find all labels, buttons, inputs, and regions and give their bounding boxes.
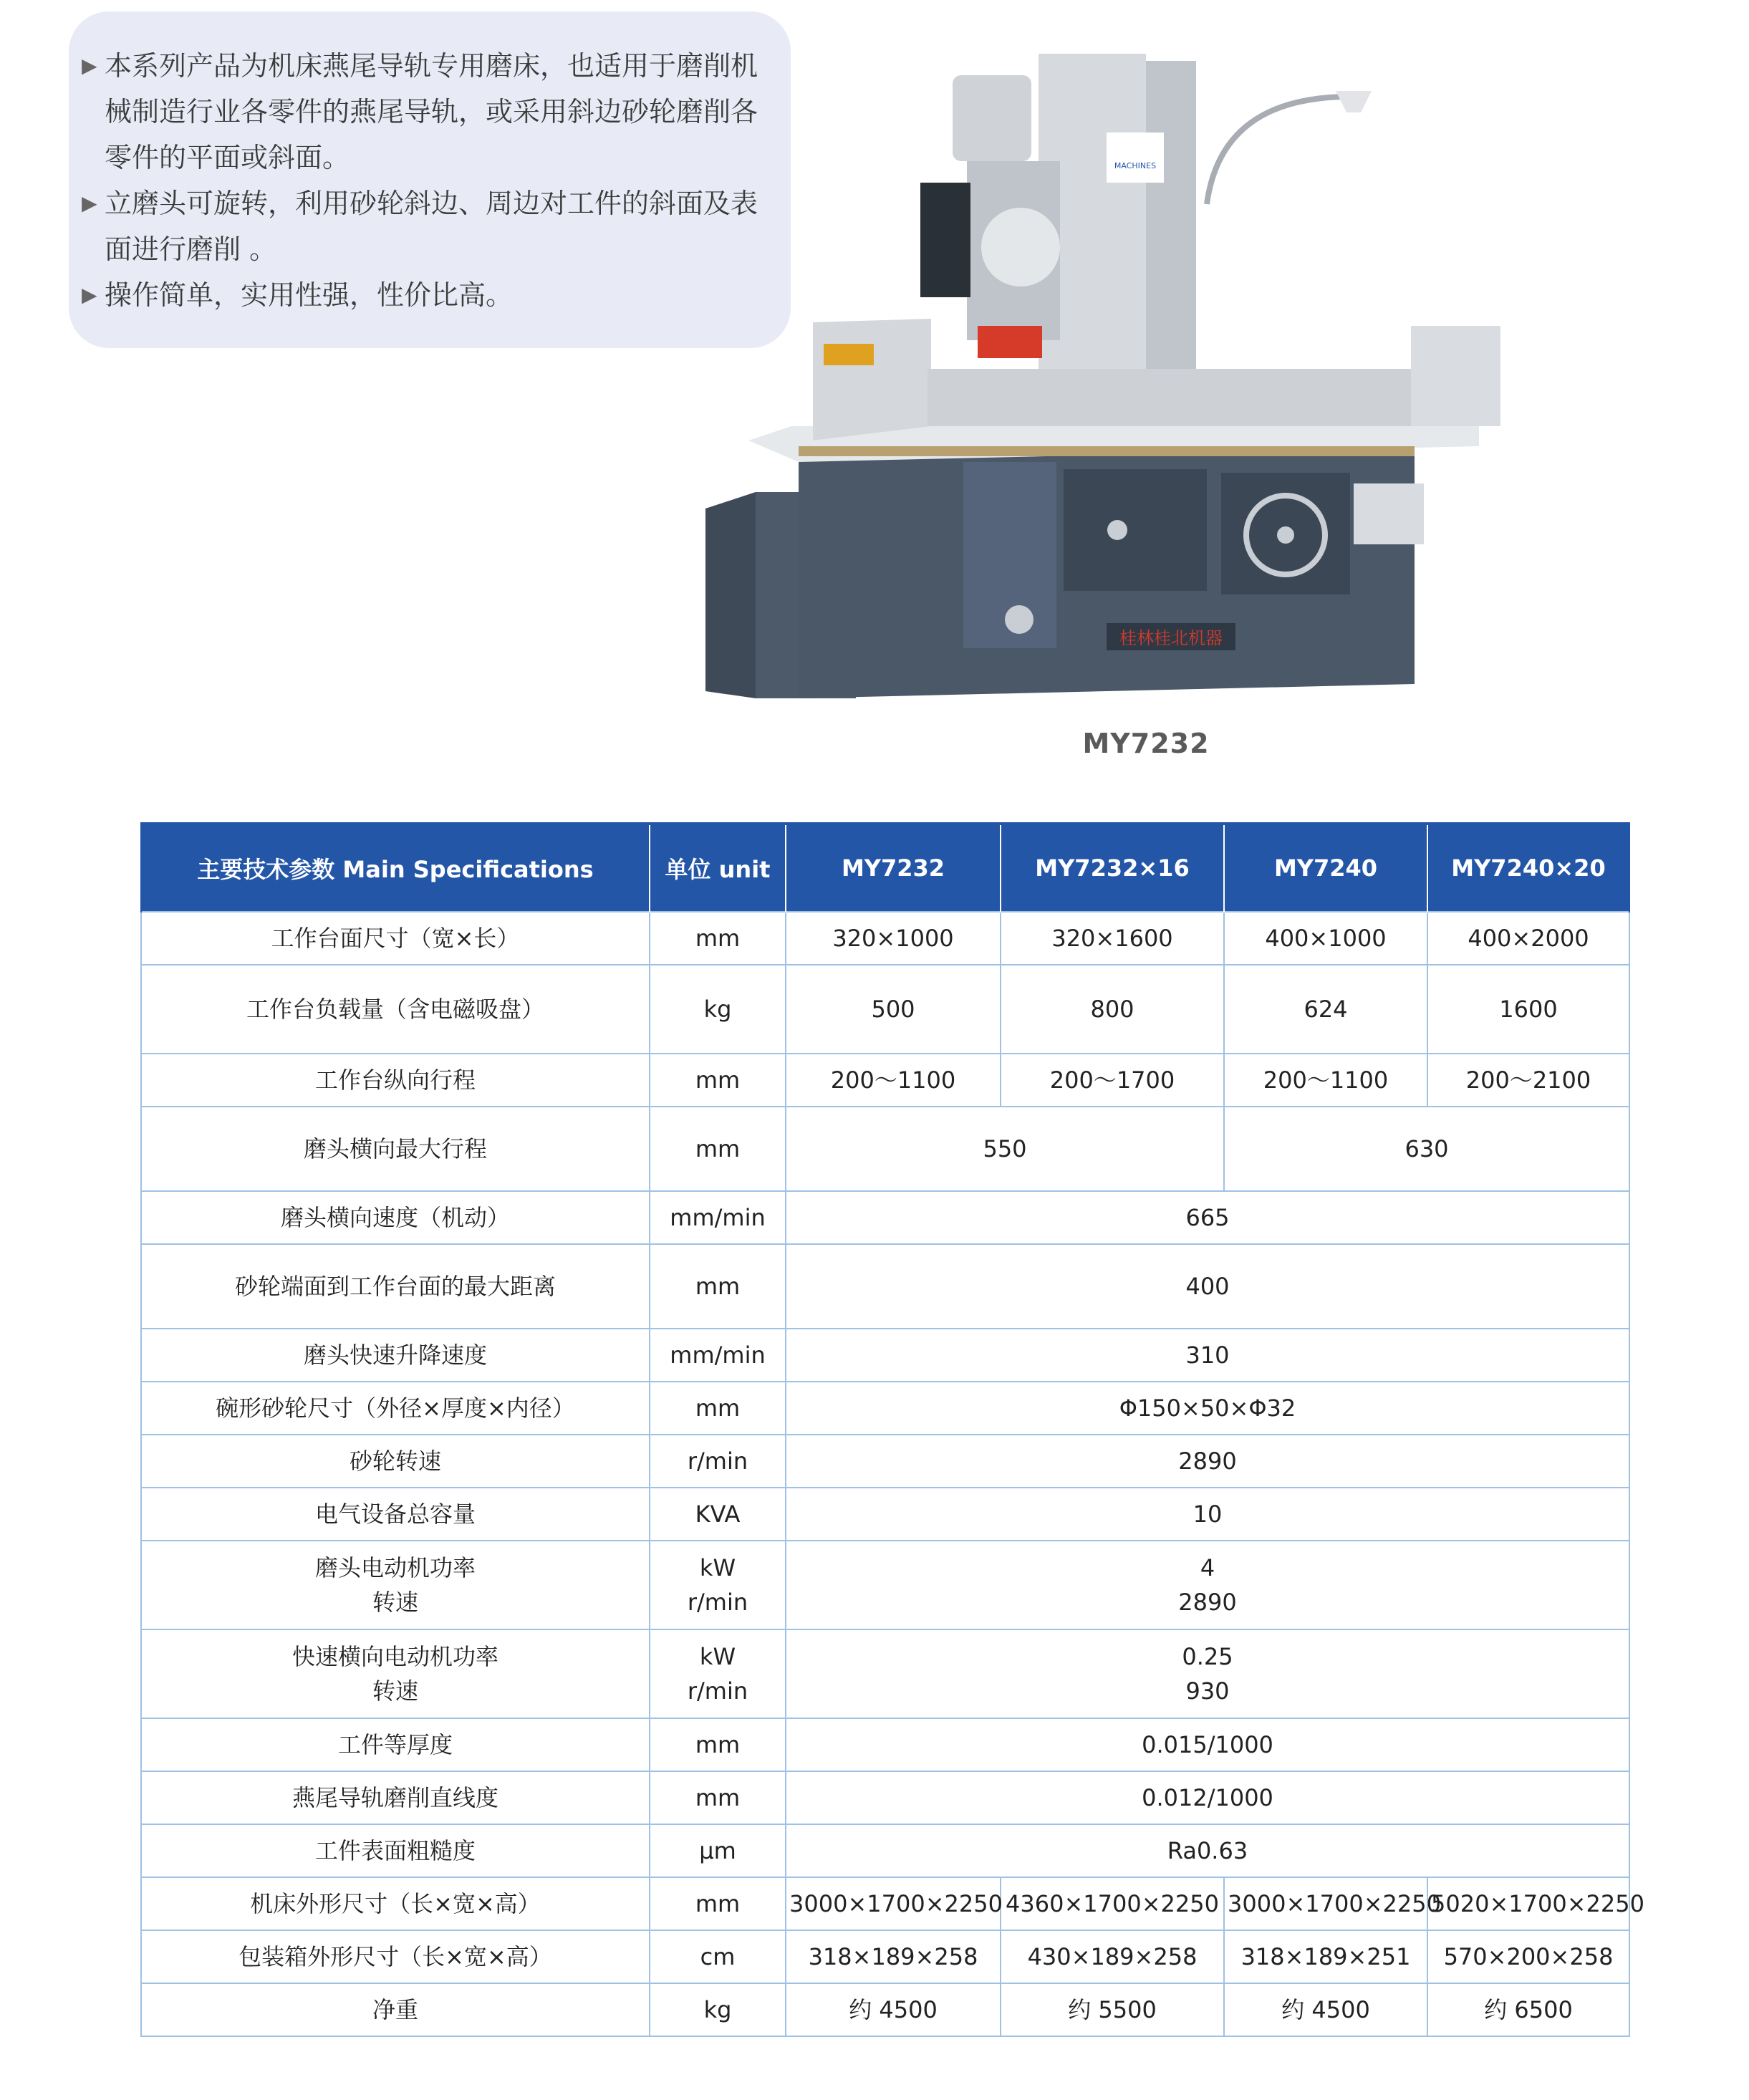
triangle-bullet-icon: ▶ — [82, 283, 97, 307]
header-model: MY7240 — [1224, 824, 1427, 912]
spec-unit-line: r/min — [687, 1589, 748, 1616]
spec-name-line: 快速横向电动机功率 — [292, 1643, 498, 1670]
spec-unit: mm — [650, 1244, 786, 1329]
spec-name: 净重 — [141, 1983, 650, 2036]
spec-value: 4360×1700×2250 — [1001, 1877, 1224, 1930]
table-row — [141, 1244, 1629, 1329]
head-dial — [981, 208, 1060, 286]
spec-value: 665 — [786, 1191, 1629, 1244]
spec-unit: kg — [650, 965, 786, 1054]
spec-unit: mm/min — [650, 1329, 786, 1382]
spec-name: 磨头横向最大行程 — [141, 1107, 650, 1191]
spec-unit: mm/min — [650, 1191, 786, 1244]
brand-logo-text: MACHINES — [1114, 161, 1157, 170]
cross-slide — [928, 369, 1458, 426]
spec-value: 约 4500 — [1224, 1983, 1427, 2036]
spec-value: 320×1600 — [1001, 912, 1224, 965]
table-row — [141, 1382, 1629, 1435]
spec-name: 燕尾导轨磨削直线度 — [141, 1771, 650, 1824]
spec-value: 570×200×258 — [1427, 1930, 1629, 1983]
spec-value: 500 — [786, 965, 1001, 1054]
spec-unit — [650, 1541, 786, 1629]
header-model: MY7232 — [786, 824, 1001, 912]
spec-value: 2890 — [786, 1435, 1629, 1488]
spec-value: 0.012/1000 — [786, 1771, 1629, 1824]
spec-name: 工作台纵向行程 — [141, 1054, 650, 1107]
spec-value: 310 — [786, 1329, 1629, 1382]
feature-item — [82, 180, 776, 272]
spec-name: 磨头快速升降速度 — [141, 1329, 650, 1382]
spec-unit: r/min — [650, 1435, 786, 1488]
spec-value: 624 — [1224, 965, 1427, 1054]
spec-name-line: 磨头电动机功率 — [314, 1554, 476, 1581]
table-header-row — [141, 824, 1629, 912]
spec-value: 200～1100 — [786, 1054, 1001, 1107]
spec-unit: mm — [650, 1771, 786, 1824]
spec-unit: mm — [650, 1877, 786, 1930]
spec-value: 430×189×258 — [1001, 1930, 1224, 1983]
table-row — [141, 1107, 1629, 1191]
spec-value: 3000×1700×2250 — [786, 1877, 1001, 1930]
feature-item — [82, 272, 776, 318]
spec-value: 200～2100 — [1427, 1054, 1629, 1107]
spec-value: 318×189×258 — [786, 1930, 1001, 1983]
spec-value-line: 930 — [1185, 1677, 1230, 1705]
feature-item — [82, 43, 776, 180]
spec-name-line: 转速 — [372, 1677, 418, 1705]
spec-unit-line: r/min — [687, 1677, 748, 1705]
spec-value: 550 — [786, 1107, 1224, 1191]
spec-name — [141, 1541, 650, 1629]
control-panel — [1354, 483, 1424, 544]
triangle-bullet-icon: ▶ — [82, 191, 97, 215]
spec-value: 约 5500 — [1001, 1983, 1224, 2036]
brand-logo-icon — [1107, 133, 1164, 183]
spec-value: 0.015/1000 — [786, 1718, 1629, 1771]
spec-name: 工件表面粗糙度 — [141, 1824, 650, 1877]
feature-text: 本系列产品为机床燕尾导轨专用磨床，也适用于磨削机械制造行业各零件的燕尾导轨，或采用斜边砂轮磨削各零件的平面或斜面。 — [105, 50, 758, 173]
lamp-arm — [1207, 97, 1350, 204]
spec-value: 400×1000 — [1224, 912, 1427, 965]
table-guard-left — [813, 319, 931, 440]
machine-model-caption: MY7232 — [1082, 728, 1210, 759]
spec-name: 工作台面尺寸（宽×长） — [141, 912, 650, 965]
spec-unit: KVA — [650, 1488, 786, 1541]
table-row — [141, 1541, 1629, 1629]
table-row — [141, 1488, 1629, 1541]
table-guard-right — [1411, 326, 1500, 426]
spec-unit: cm — [650, 1930, 786, 1983]
knob-icon — [1107, 520, 1127, 540]
spec-name: 砂轮端面到工作台面的最大距离 — [141, 1244, 650, 1329]
table-row — [141, 1930, 1629, 1983]
spec-value: 约 6500 — [1427, 1983, 1629, 2036]
spec-name: 电气设备总容量 — [141, 1488, 650, 1541]
spec-value: 400 — [786, 1244, 1629, 1329]
spec-name: 碗形砂轮尺寸（外径×厚度×内径） — [141, 1382, 650, 1435]
table-row — [141, 1435, 1629, 1488]
spec-unit: mm — [650, 912, 786, 965]
motor — [953, 75, 1031, 161]
header-spec: 主要技术参数 Main Specifications — [141, 824, 650, 912]
feature-text: 立磨头可旋转，利用砂轮斜边、周边对工件的斜面及表面进行磨削 。 — [105, 188, 758, 265]
table-row — [141, 965, 1629, 1054]
spec-name: 工件等厚度 — [141, 1718, 650, 1771]
spec-value: 5020×1700×2250 — [1427, 1877, 1629, 1930]
table-row — [141, 1877, 1629, 1930]
spec-value-line: 4 — [1200, 1554, 1215, 1581]
spec-value-line: 2890 — [1178, 1589, 1237, 1616]
warning-stripe — [824, 344, 874, 365]
spec-value: 200～1700 — [1001, 1054, 1224, 1107]
spec-value: 3000×1700×2250 — [1224, 1877, 1427, 1930]
spec-value: 1600 — [1427, 965, 1629, 1054]
table-row — [141, 1191, 1629, 1244]
spec-name — [141, 1629, 650, 1718]
spec-value: 400×2000 — [1427, 912, 1629, 965]
spec-value: 10 — [786, 1488, 1629, 1541]
table-row — [141, 1824, 1629, 1877]
spec-value: Φ150×50×Φ32 — [786, 1382, 1629, 1435]
brand-plate-text: 桂林桂北机器 — [1119, 628, 1223, 648]
spec-value-line: 0.25 — [1182, 1643, 1233, 1670]
specifications-table — [140, 822, 1644, 2037]
spec-value — [786, 1629, 1629, 1718]
grinding-machine-image — [705, 54, 1526, 709]
spec-name: 机床外形尺寸（长×宽×高） — [141, 1877, 650, 1930]
spec-unit: kg — [650, 1983, 786, 2036]
spec-unit: μm — [650, 1824, 786, 1877]
triangle-bullet-icon: ▶ — [82, 54, 97, 77]
column-side — [1146, 61, 1196, 369]
spec-unit: mm — [650, 1054, 786, 1107]
spec-value: 800 — [1001, 965, 1224, 1054]
spec-unit — [650, 1629, 786, 1718]
base-panel — [1064, 469, 1207, 591]
work-lamp-icon — [1336, 91, 1372, 112]
spec-value: 318×189×251 — [1224, 1930, 1427, 1983]
table-row — [141, 1629, 1629, 1718]
spec-name: 工作台负载量（含电磁吸盘） — [141, 965, 650, 1054]
header-model: MY7240×20 — [1427, 824, 1629, 912]
spec-value: Ra0.63 — [786, 1824, 1629, 1877]
spec-value — [786, 1541, 1629, 1629]
table-rail — [799, 446, 1415, 456]
spec-unit: mm — [650, 1718, 786, 1771]
spec-unit: mm — [650, 1107, 786, 1191]
spec-unit-line: kW — [699, 1643, 736, 1670]
spec-value: 约 4500 — [786, 1983, 1001, 2036]
spec-name-line: 转速 — [372, 1589, 418, 1616]
grinding-wheel — [978, 326, 1042, 358]
knob-icon — [1005, 605, 1034, 634]
table-row — [141, 1718, 1629, 1771]
spec-name: 砂轮转速 — [141, 1435, 650, 1488]
header-model: MY7232×16 — [1001, 824, 1224, 912]
table-row — [141, 1983, 1629, 2036]
spec-name: 磨头横向速度（机动） — [141, 1191, 650, 1244]
spec-value: 320×1000 — [786, 912, 1001, 965]
feature-text: 操作简单，实用性强，性价比高。 — [105, 279, 514, 311]
table-row — [141, 1054, 1629, 1107]
spec-value: 630 — [1224, 1107, 1629, 1191]
spec-unit-line: kW — [699, 1554, 736, 1581]
head-guard — [920, 183, 970, 297]
table-row — [141, 1329, 1629, 1382]
header-unit: 单位 unit — [650, 824, 786, 912]
spec-name: 包装箱外形尺寸（长×宽×高） — [141, 1930, 650, 1983]
table-row — [141, 912, 1629, 965]
feature-list — [69, 11, 791, 348]
spec-unit: mm — [650, 1382, 786, 1435]
handwheel-hub — [1277, 526, 1294, 544]
spec-value: 200～1100 — [1224, 1054, 1427, 1107]
table-row — [141, 1771, 1629, 1824]
